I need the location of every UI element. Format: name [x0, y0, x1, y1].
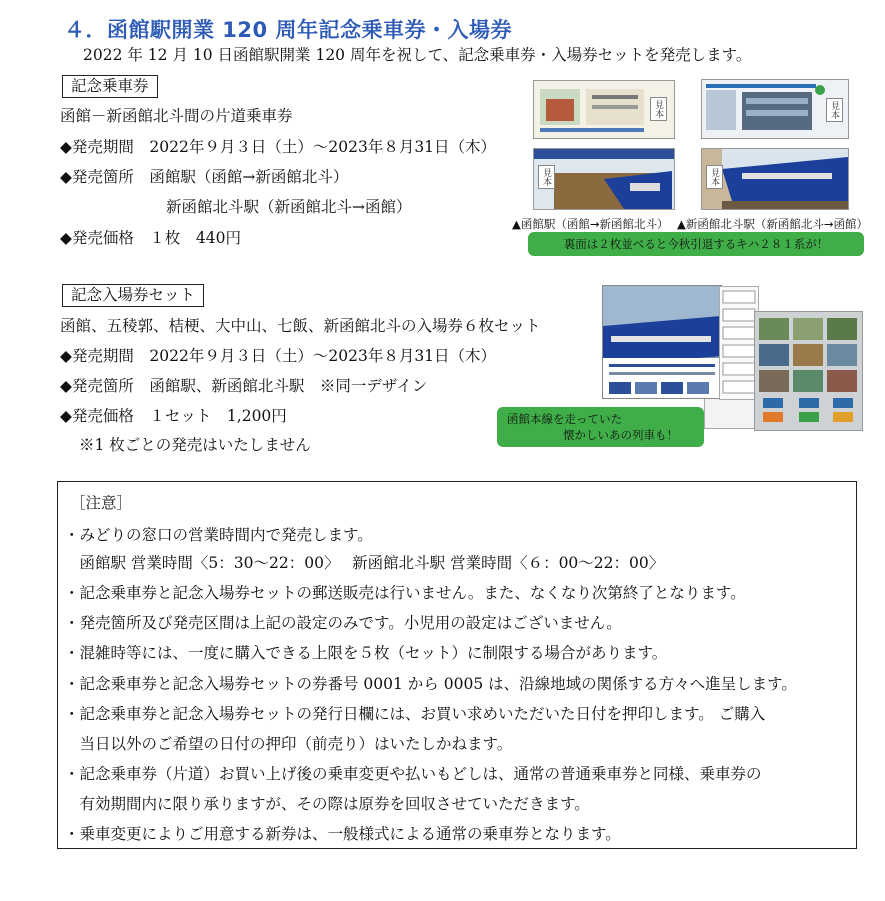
sample-stamp: 見本: [538, 165, 555, 189]
notice-line: 当日以外のご希望の日付の押印（前売り）はいたしかねます。: [64, 735, 513, 753]
notice-box: [57, 481, 857, 849]
admission-bubble: [497, 407, 704, 447]
admission-label: 記念入場券セット: [62, 284, 204, 307]
notice-line: ・乗車変更によりご用意する新券は、一般様式による通常の乗車券となります。: [64, 825, 621, 843]
ticket-place-1: ◆発売箇所 函館駅（函館→新函館北斗）: [60, 168, 349, 186]
ticket-stubs: [720, 287, 758, 399]
ticket-label: 記念乗車券: [62, 75, 158, 98]
admission-back-grid: [754, 311, 863, 431]
ticket-image-hakodate-back: [533, 148, 675, 210]
sample-stamp: 見本: [826, 98, 843, 122]
admission-note: ※1 枚ごとの発売はいたしません: [79, 436, 311, 454]
ticket-period: ◆発売期間 2022年９月３日（土）～2023年８月31日（木）: [60, 138, 497, 156]
ticket-image-hokuto-front: [701, 79, 849, 139]
notice-line: ・記念乗車券と記念入場券セットの発行日欄には、お買い求めいただいた日付を押印します。 ご購入: [64, 705, 766, 723]
ticket-price: ◆発売価格 １枚 440円: [60, 229, 242, 247]
notice-line: ・記念乗車券と記念入場券セットの券番号 0001 から 0005 は、沿線地域の関係する方々へ進呈します。: [64, 675, 797, 693]
notice-line: ・記念乗車券（片道）お買い上げ後の乗車変更や払いもどしは、通常の普通乗車券と同様、乗車券の: [64, 765, 762, 783]
ticket-back-note: 裏面は２枚並べると今秋引退するキハ２８１系が！: [528, 232, 864, 256]
notice-heading: ［注意］: [70, 494, 133, 512]
bubble-line-1: 函館本線を走っていた: [507, 412, 622, 426]
section-title: ４．函館駅開業 120 周年記念乗車券・入場券: [64, 18, 512, 42]
admission-cover-photo: [602, 285, 722, 399]
notice-line: 函館駅 営業時間〈5：30～22：00〉 新函館北斗駅 営業時間〈６：00～22：00〉: [64, 554, 665, 572]
ticket-description: 函館－新函館北斗間の片道乗車券: [60, 107, 293, 125]
ticket-image-hokuto-back: [701, 148, 849, 210]
ticket-image-hakodate-front: [533, 80, 675, 139]
train-photo: [603, 286, 721, 398]
train-photo: [534, 149, 674, 209]
notice-line: ・みどりの窓口の営業時間内で発売します。: [64, 526, 373, 544]
notice-line: 有効期間内に限り承りますが、その際は原券を回収させていただきます。: [64, 795, 590, 813]
admission-price: ◆発売価格 １セット 1,200円: [60, 407, 287, 425]
notice-line: ・記念乗車券と記念入場券セットの郵送販売は行いません。また、なくなり次第終了となります。: [64, 584, 746, 602]
bubble-line-2: 懐かしいあの列車も！: [563, 428, 678, 442]
caption-hakodate: ▲函館駅（函館→新函館北斗）: [512, 217, 669, 231]
train-photo: [702, 149, 848, 209]
admission-description: 函館、五稜郭、桔梗、大中山、七飯、新函館北斗の入場券６枚セット: [60, 317, 541, 335]
ticket-place-2: 新函館北斗駅（新函館北斗→函館）: [166, 198, 412, 216]
caption-hokuto: ▲新函館北斗駅（新函館北斗→函館）: [677, 217, 868, 231]
train-thumbnails: [755, 312, 862, 430]
intro-text: 2022 年 12 月 10 日函館駅開業 120 周年を祝して、記念乗車券・入場券セットを発売します。: [83, 46, 752, 64]
admission-period: ◆発売期間 2022年９月３日（土）～2023年８月31日（木）: [60, 347, 497, 365]
sample-stamp: 見本: [706, 165, 723, 189]
sample-stamp: 見本: [650, 97, 667, 121]
notice-line: ・発売箇所及び発売区間は上記の設定のみです。小児用の設定はございません。: [64, 614, 622, 632]
admission-place: ◆発売箇所 函館駅、新函館北斗駅 ※同一デザイン: [60, 377, 428, 395]
admission-ticket-column: [719, 286, 759, 400]
notice-line: ・混雑時等には、一度に購入できる上限を５枚（セット）に制限する場合があります。: [64, 644, 668, 662]
